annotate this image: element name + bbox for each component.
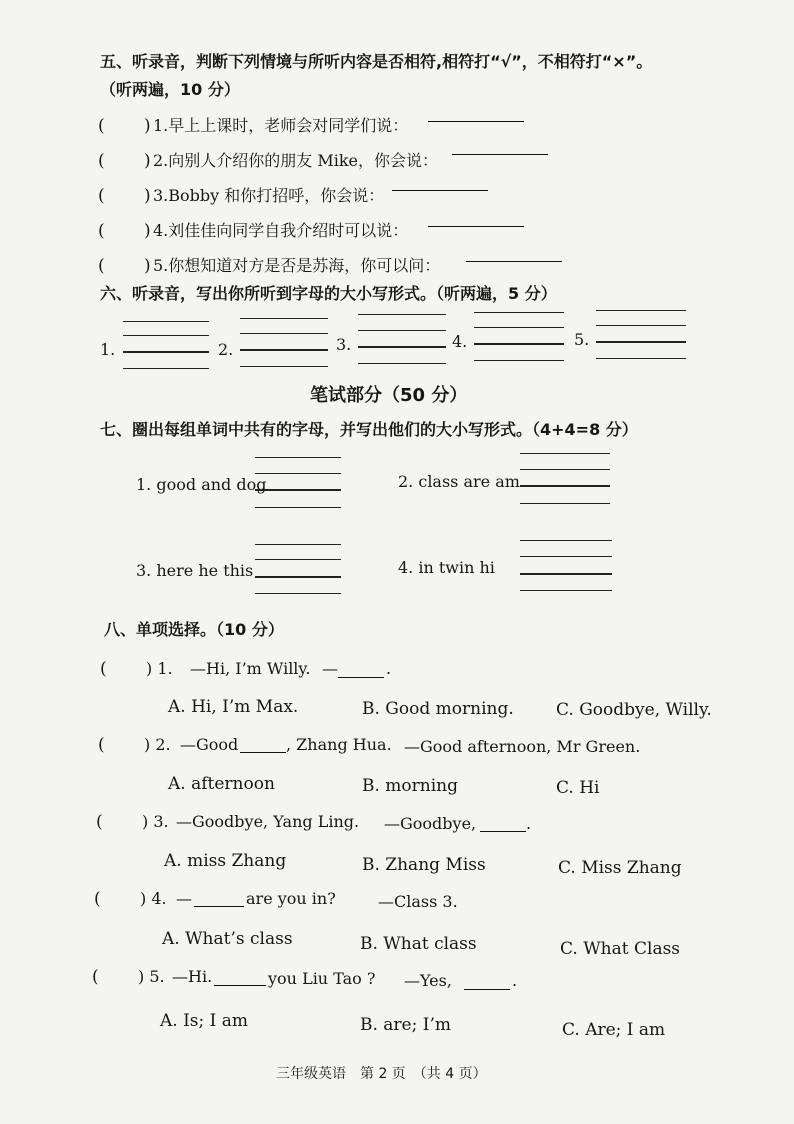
option-c[interactable]: C. Miss Zhang bbox=[558, 858, 682, 878]
writing-line[interactable] bbox=[474, 312, 564, 313]
writing-line[interactable] bbox=[240, 333, 328, 334]
writing-line[interactable] bbox=[240, 318, 328, 319]
question-text: —Good bbox=[180, 735, 239, 754]
writing-line[interactable] bbox=[240, 366, 328, 367]
question-text: are you in? bbox=[246, 889, 336, 908]
answer-paren-open: ( bbox=[92, 967, 99, 987]
option-a[interactable]: A. miss Zhang bbox=[164, 851, 287, 871]
writing-line[interactable] bbox=[255, 593, 341, 594]
answer-blank[interactable] bbox=[452, 154, 548, 155]
writing-line[interactable] bbox=[596, 325, 686, 326]
answer-paren-close: ) bbox=[144, 186, 151, 206]
answer-blank[interactable] bbox=[464, 989, 510, 990]
option-a[interactable]: A. afternoon bbox=[168, 774, 275, 794]
writing-line[interactable] bbox=[255, 473, 341, 474]
question-text: —Yes, bbox=[404, 971, 452, 990]
question-text: — bbox=[322, 659, 338, 678]
option-a[interactable]: A. Is; I am bbox=[160, 1011, 249, 1031]
writing-line[interactable] bbox=[358, 346, 446, 348]
answer-paren-open: ( bbox=[98, 256, 105, 276]
word-group: 2. class are am bbox=[398, 472, 520, 491]
writing-line[interactable] bbox=[123, 368, 209, 369]
option-c[interactable]: C. What Class bbox=[560, 939, 681, 959]
section5-item: 5.你想知道对方是否是苏海，你可以问： bbox=[153, 256, 441, 275]
writing-line[interactable] bbox=[520, 556, 612, 557]
writing-line[interactable] bbox=[474, 360, 564, 361]
answer-blank[interactable] bbox=[392, 190, 488, 191]
question-text: —Hi, I’m Willy. bbox=[190, 659, 311, 678]
writing-line[interactable] bbox=[255, 507, 341, 508]
written-part-heading: 笔试部分（50 分） bbox=[310, 385, 468, 406]
section6-title: 六、听录音，写出你所听到字母的大小写形式。（听两遍，5 分） bbox=[100, 284, 557, 303]
writing-line[interactable] bbox=[255, 576, 341, 578]
writing-line[interactable] bbox=[255, 544, 341, 545]
answer-paren-open: ( bbox=[98, 186, 105, 206]
answer-blank[interactable] bbox=[214, 985, 266, 986]
writing-line[interactable] bbox=[520, 590, 612, 591]
writing-line[interactable] bbox=[358, 330, 446, 331]
question-number: ) 2. bbox=[144, 735, 171, 754]
section5-item: 1.早上上课时，老师会对同学们说： bbox=[153, 116, 409, 135]
letter-number: 2. bbox=[218, 340, 234, 359]
question-text: —Class 3. bbox=[378, 892, 458, 911]
option-b[interactable]: B. Zhang Miss bbox=[362, 855, 486, 875]
answer-paren-open: ( bbox=[96, 812, 103, 832]
writing-line[interactable] bbox=[358, 363, 446, 364]
question-text: you Liu Tao ? bbox=[268, 969, 376, 988]
writing-line[interactable] bbox=[255, 457, 341, 458]
writing-line[interactable] bbox=[596, 310, 686, 311]
answer-paren-open: ( bbox=[98, 735, 105, 755]
option-b[interactable]: B. morning bbox=[362, 776, 458, 796]
question-text: . bbox=[512, 971, 518, 990]
section7-title: 七、圈出每组单词中共有的字母，并写出他们的大小写形式。（4+4=8 分） bbox=[100, 420, 638, 439]
answer-paren-close: ) bbox=[144, 116, 151, 136]
writing-line[interactable] bbox=[596, 341, 686, 343]
question-text: —Goodbye, bbox=[384, 814, 477, 833]
word-group: 3. here he this bbox=[136, 561, 254, 580]
question-text: . bbox=[386, 659, 392, 678]
option-c[interactable]: C. Goodbye, Willy. bbox=[556, 700, 712, 720]
question-text: —Good afternoon, Mr Green. bbox=[404, 737, 641, 756]
section8-title: 八、单项选择。（10 分） bbox=[104, 620, 284, 639]
question-number: ) 1. bbox=[146, 659, 173, 678]
writing-line[interactable] bbox=[520, 469, 610, 470]
word-group: 1. good and dog bbox=[136, 475, 267, 494]
answer-blank[interactable] bbox=[480, 831, 526, 832]
writing-line[interactable] bbox=[520, 503, 610, 504]
question-text: , Zhang Hua. bbox=[286, 735, 392, 754]
writing-line[interactable] bbox=[596, 358, 686, 359]
section5-item: 3.Bobby 和你打招呼，你会说： bbox=[153, 186, 385, 205]
page-footer: 三年级英语 第 2 页 （共 4 页） bbox=[276, 1066, 487, 1082]
answer-blank[interactable] bbox=[194, 906, 244, 907]
option-c[interactable]: C. Hi bbox=[556, 778, 600, 798]
writing-line[interactable] bbox=[520, 540, 612, 541]
writing-line[interactable] bbox=[520, 485, 610, 487]
answer-paren-close: ) bbox=[144, 256, 151, 276]
question-text: —Hi. bbox=[172, 967, 213, 986]
section5-item: 2.向别人介绍你的朋友 Mike，你会说： bbox=[153, 151, 439, 170]
answer-paren-open: ( bbox=[100, 659, 107, 679]
question-text: —Goodbye, Yang Ling. bbox=[176, 812, 360, 831]
writing-line[interactable] bbox=[520, 453, 610, 454]
writing-line[interactable] bbox=[474, 343, 564, 345]
section5-title: 五、听录音，判断下列情境与所听内容是否相符,相符打“√”，不相符打“×”。 bbox=[100, 52, 653, 71]
question-number: ) 5. bbox=[138, 967, 165, 986]
option-c[interactable]: C. Are; I am bbox=[562, 1020, 666, 1040]
answer-blank[interactable] bbox=[466, 261, 562, 262]
letter-number: 1. bbox=[100, 340, 116, 359]
writing-line[interactable] bbox=[255, 489, 341, 491]
writing-line[interactable] bbox=[474, 327, 564, 328]
answer-paren-close: ) bbox=[144, 151, 151, 171]
answer-paren-open: ( bbox=[94, 889, 101, 909]
writing-line[interactable] bbox=[520, 573, 612, 575]
letter-number: 5. bbox=[574, 330, 590, 349]
answer-blank[interactable] bbox=[240, 752, 286, 753]
option-b[interactable]: B. What class bbox=[360, 934, 477, 954]
writing-line[interactable] bbox=[123, 351, 209, 353]
answer-blank[interactable] bbox=[338, 677, 384, 678]
question-number: ) 4. bbox=[140, 889, 167, 908]
letter-number: 4. bbox=[452, 332, 468, 351]
letter-number: 3. bbox=[336, 335, 352, 354]
answer-paren-close: ) bbox=[144, 221, 151, 241]
option-a[interactable]: A. Hi, I’m Max. bbox=[168, 697, 299, 717]
writing-line[interactable] bbox=[358, 314, 446, 315]
writing-line[interactable] bbox=[255, 559, 341, 560]
answer-paren-open: ( bbox=[98, 221, 105, 241]
word-group: 4. in twin hi bbox=[398, 558, 495, 577]
option-b[interactable]: B. Good morning. bbox=[362, 699, 514, 719]
answer-blank[interactable] bbox=[428, 226, 524, 227]
writing-line[interactable] bbox=[240, 349, 328, 351]
question-text: . bbox=[526, 814, 532, 833]
option-b[interactable]: B. are; I’m bbox=[360, 1015, 451, 1035]
answer-paren-open: ( bbox=[98, 151, 105, 171]
writing-line[interactable] bbox=[123, 335, 209, 336]
question-text: — bbox=[176, 889, 192, 908]
section5-note: （听两遍，10 分） bbox=[100, 80, 240, 99]
writing-line[interactable] bbox=[123, 321, 209, 322]
question-number: ) 3. bbox=[142, 812, 169, 831]
option-a[interactable]: A. What’s class bbox=[162, 929, 293, 949]
section5-item: 4.刘佳佳向同学自我介绍时可以说： bbox=[153, 221, 409, 240]
answer-blank[interactable] bbox=[428, 121, 524, 122]
answer-paren-open: ( bbox=[98, 116, 105, 136]
